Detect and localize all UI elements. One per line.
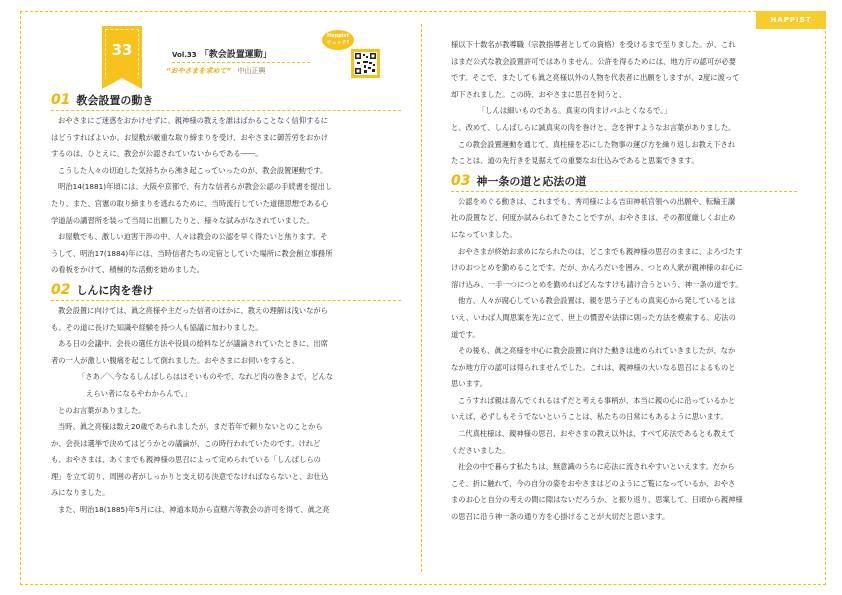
section-02-rule <box>51 300 401 301</box>
paragraph-line: けのおつとめを勤めることです。だが、かんろだいを囲み、つとめ人衆が親神様のお心に <box>451 263 743 273</box>
paragraph-line: この教会設置運動を通じて、真柱様を芯にした物事の運び方を繰り返しお教え下され <box>458 139 736 149</box>
left-column <box>51 92 401 519</box>
paragraph-line: こうした人々の切迫した気持ちから沸き起こっていったのが、教会設置運動です。 <box>58 165 328 175</box>
section-01-title: 教会設置の動き <box>76 94 154 107</box>
section-03-rule <box>451 191 797 192</box>
issue-ribbon <box>102 26 142 78</box>
paragraph-line: たことは、道の先行きを見据えての重要なお仕込みであると思案できます。 <box>451 156 699 166</box>
section-03-title: 神一条の道と応法の道 <box>476 174 587 188</box>
paragraph-line: も、その道に長けた知識や経験を持つ人も協議に加わりました。 <box>51 322 263 332</box>
paragraph-line: になっていました。 <box>451 229 517 239</box>
paragraph-line: 教会設置に向けては、眞之亮様や主だった信者のほかに、教えの理解は浅いながら <box>58 305 328 315</box>
paragraph-line: 理」を立て切り、周囲の者がしっかりと支え切る決意でなければならないと、お仕込 <box>51 471 329 481</box>
paragraph-line: 公認をめぐる動きは、これまでも、秀司様による吉田神祇官領への出願や、転輪王講 <box>458 196 736 206</box>
paragraph-line: なか地方庁の認可は得られませんでした。これは、親神様の大いなる思召によるものと <box>451 362 736 372</box>
quote-line: えらい者になるやわからんで。」 <box>86 388 192 398</box>
qr-code-icon[interactable] <box>351 49 380 78</box>
author-name: 中山正興 <box>237 67 266 75</box>
paragraph-line: と、改めて、しんばしらに誠真実の肉を巻けと、念を押すようなお言葉がありました。 <box>451 122 736 132</box>
series-vol: Vol.33 <box>172 51 197 59</box>
paragraph-line: おやさまにご迷惑をおかけせずに、親神様の教えを誰はばかることなく信仰するに <box>58 116 328 125</box>
paragraph-line: おやさまが終始お求めになられたのは、どこまでも親神様の思召のままに、よろづたす <box>458 246 743 256</box>
section-03-heading <box>451 173 797 194</box>
paragraph-line: 他方、人々が腐心している教会設置は、親を思う子どもの真実心から発しているとは <box>458 296 736 306</box>
paragraph-line: 者の一人が激しい腹痛を起こして倒れました。おやさまにお伺いをすると、 <box>51 355 300 365</box>
badge-line-1: Happist <box>327 33 349 39</box>
right-column <box>451 37 797 526</box>
paragraph-line: はまだ公式な教会設置許可ではありません。公許を得るためには、地方庁の認可が必要 <box>451 56 737 66</box>
section-01-number: 01 <box>51 92 71 108</box>
paragraph-line: こそ、折に触れて、今の自分の姿をおやさまはどのようにご覧になっているか、おやさ <box>451 478 736 488</box>
quote-line: 「さあ／＼今なるしんばしらはほそいものやで、なれど肉の巻きよで、どんな <box>78 372 334 382</box>
paragraph-line: です。そこで、またしても眞之亮様以外の人物を代表者に出願をしますが、2度に渡って <box>451 73 740 83</box>
paragraph-line: 当時、眞之亮様は数え20歳であられましたが、まだ若年で頼りないとのことから <box>58 422 323 432</box>
series-title <box>172 47 272 60</box>
paragraph-line: また、明治18(1885)年5月には、神道本局から直轄六等教会の許可を得て、眞之亮 <box>58 505 330 515</box>
paragraph-line: 様以下十数名が教導職（宗教指導者としての資格）を受けるまで至りました。が、これ <box>451 40 736 49</box>
title-rule <box>172 62 310 63</box>
quote-line: 「しんは細いものである。真実の肉まけバふとくなるで。」 <box>478 106 672 116</box>
paragraph-line: たり、また、官憲の取り締まりを逃れるために、当時流行していた道徳思想である心 <box>51 198 329 208</box>
paragraph-line: 却下されました。この時、おやさまに思召を伺うと、 <box>451 89 627 99</box>
section-02-heading <box>51 282 401 303</box>
subtitle-tagline: “おやさまを求めて” <box>166 67 232 75</box>
brand-tab: HAPPIST <box>756 11 826 29</box>
paragraph-line: 学道話の講習所を装って当局に出願したりと、様々な試みがなされていました。 <box>51 215 314 225</box>
paragraph-line: の看板をかけて、積極的な活動を始めました。 <box>51 265 205 275</box>
paragraph-line: するのは、ひとえに、教会が公認されていないからである――。 <box>51 149 263 159</box>
paragraph-line: も、おやさまは、あくまでも親神様の思召によって定められている「しんばしらの <box>51 455 321 465</box>
paragraph-line: くださいました。 <box>451 445 510 455</box>
section-02-number: 02 <box>51 281 71 298</box>
badge-line-2: チェック! <box>326 40 350 46</box>
paragraph-line: みになりました。 <box>51 488 110 498</box>
section-02-title: しんに肉を巻け <box>76 283 154 297</box>
section-03-number: 03 <box>451 172 471 189</box>
paragraph-line: 思います。 <box>451 379 487 389</box>
paragraph-line: まのお心と自分の考えの間に隙はないだろうか、と振り返り、思案して、日頃から親神様 <box>451 495 743 505</box>
subtitle <box>166 66 265 76</box>
paragraph-line: うして、明治17(1884)年には、当時信者たちの定宿としていた場所に教会創立事務所 <box>51 248 333 258</box>
paragraph-line: 明治14(1881)年頃には、大阪や京都で、有力な信者らが教会公認の手続書を提出し <box>58 182 333 192</box>
paragraph-line: 溶け込み、一手一つにつとめを勤めればどんなすけも請け合うという、神一条の道です。 <box>451 279 743 289</box>
paragraph-line: その後も、眞之亮様を中心に教会設置に向けた動きは進められていきましたが、なか <box>458 346 736 356</box>
paragraph-line: いえ、いわば人間思案を先に立て、世上の慣習や法律に則った方法を模索する、応法の <box>451 312 736 322</box>
paragraph-line: 社会の中で暮らす私たちは、無意識のうちに応法に流されやすいといえます。だから <box>458 462 735 472</box>
paragraph-line: 道です。 <box>451 329 480 339</box>
paragraph-line: の思召に沿う神一条の通り方を心掛けることが大切だと思います。 <box>451 512 670 522</box>
paragraph-line: こうすれば親は喜んでくれるはずだと考える事柄が、本当に親の心に沿っているかと <box>458 395 736 405</box>
paragraph-line: 社の設置など、何度か試みられてきたことですが、おやさまは、その都度厳しくお止め <box>451 213 736 223</box>
paragraph-line: いえば、必ずしもそうでないということは、私たちの日常にもあるように思います。 <box>451 412 728 422</box>
paragraph-line: とのお言葉がありました。 <box>58 405 146 415</box>
paragraph-line: はどうすればよいか。お屋敷が厳重な取り締まりを受け、おやさまに御苦労をおかけ <box>51 132 328 142</box>
series-heading: 「教会設置運動」 <box>199 50 272 60</box>
qr-pattern <box>354 52 377 75</box>
section-01-rule <box>51 110 401 111</box>
paragraph-line: ある日の会議中、会長の選任方法や役員の給料などが議論されていたときに、出席 <box>58 339 328 349</box>
happist-check-badge <box>322 30 354 50</box>
paragraph-line: お屋敷でも、激しい迫害干渉の中、人々は教会の公認を早く得たいと焦ります。そ <box>58 232 328 242</box>
paragraph-line: 二代真柱様は、親神様の思召、おやさまの教え以外は、すべて応法であるとも教えて <box>458 429 736 439</box>
column-divider <box>421 24 422 572</box>
section-01-heading <box>51 92 401 113</box>
issue-number: 33 <box>111 41 133 59</box>
paragraph-line: か、会長は選挙で決めてはどうかとの議論が、この時行われていたのです。けれど <box>51 438 321 448</box>
